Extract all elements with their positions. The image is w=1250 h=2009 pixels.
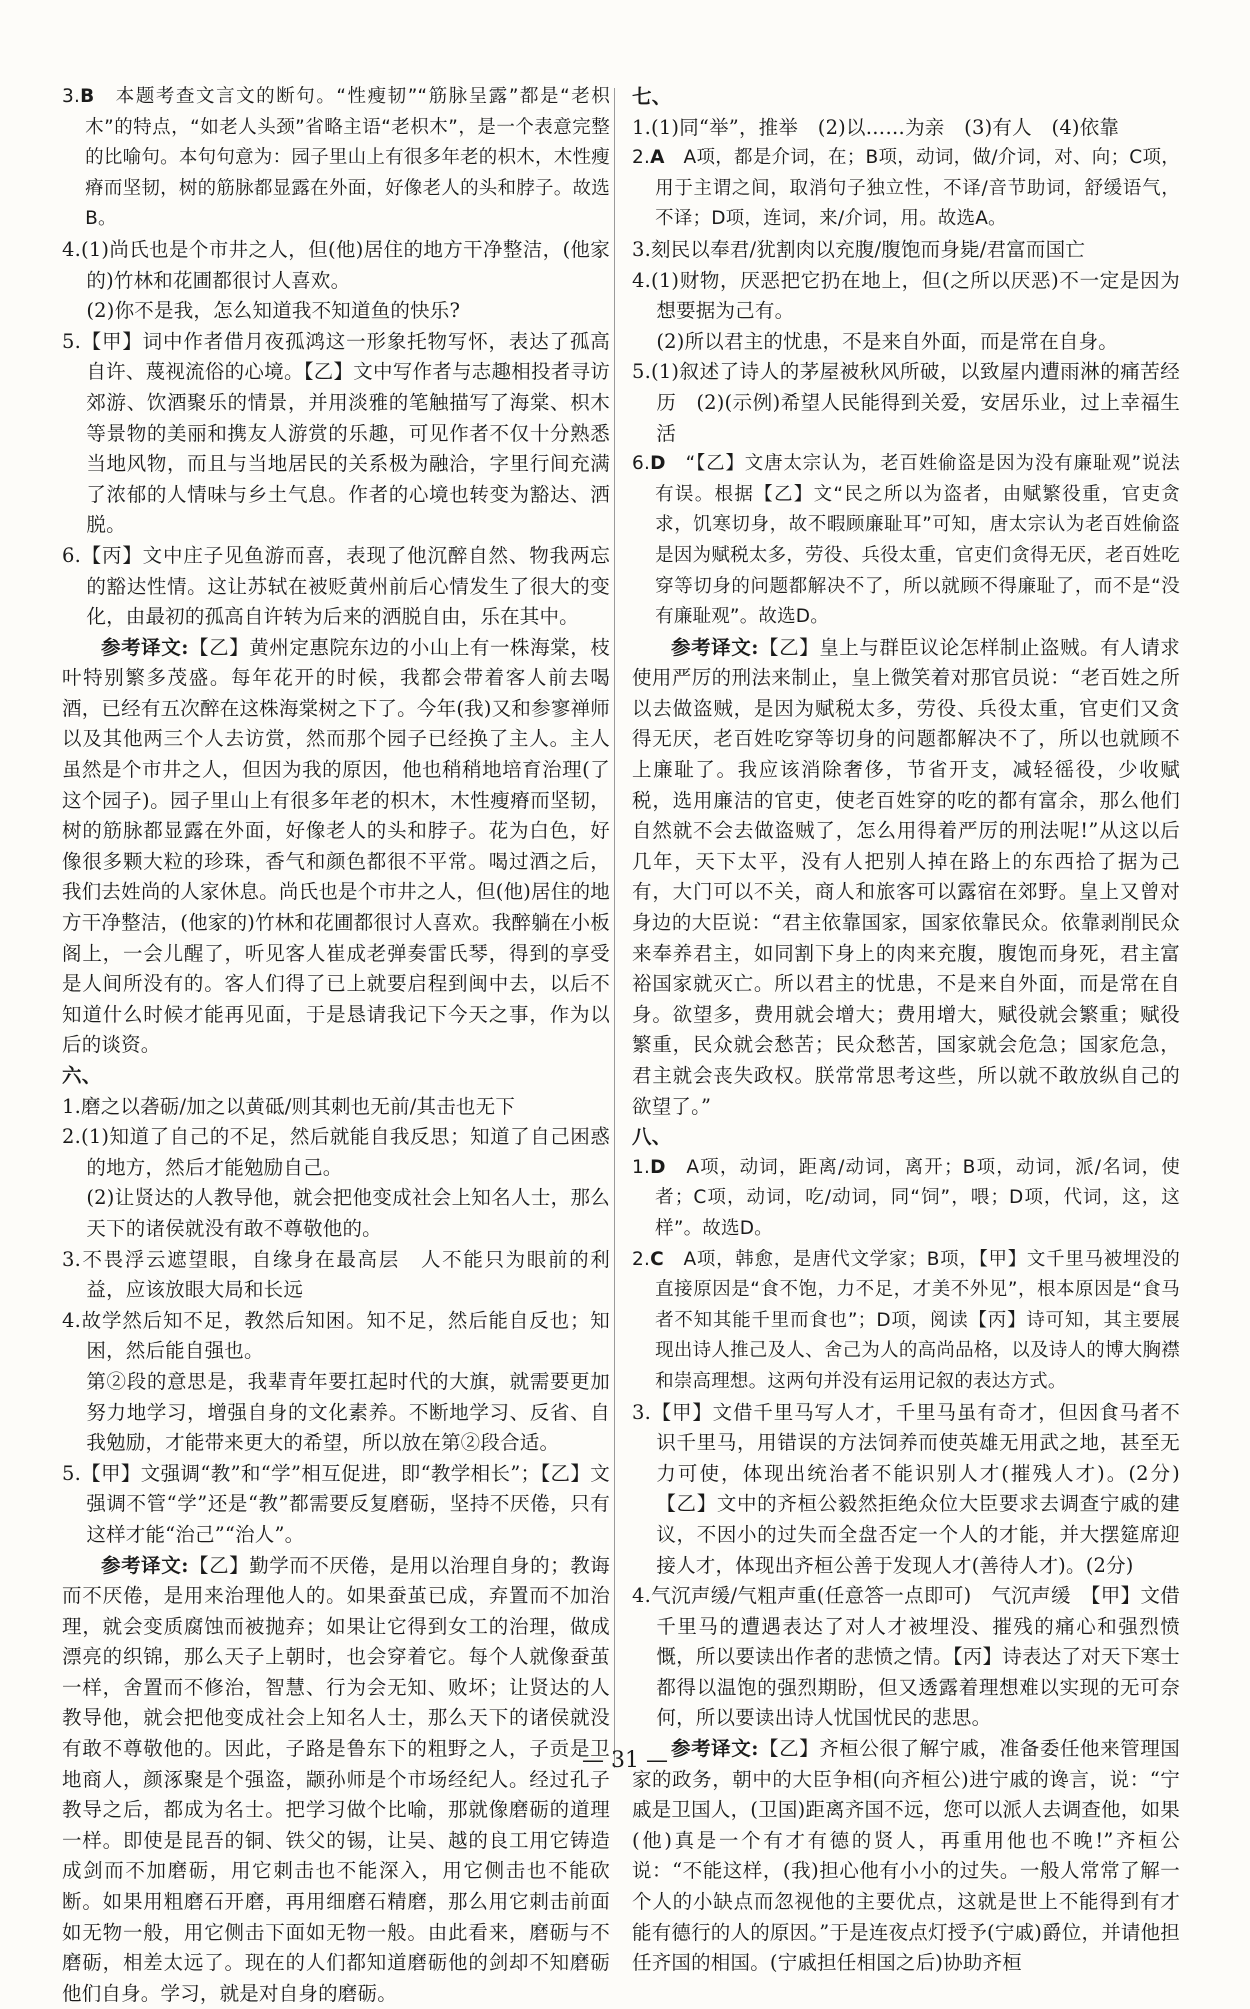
- answer-paragraph: 1.D A项，动词，距离/动词，离开；B项，动词，派/名词，使者；C项，动词，吃/动词，同“饲”，喂；D项，代词，这，这样”。故选D。: [632, 1153, 1180, 1245]
- answer-paragraph: 参考译文:【乙】皇上与群臣议论怎样制止盗贼。有人请求使用严厉的刑法来制止，皇上微笑着对那官员说：“老百姓之所以去做盗贼，是因为赋税太多，劳役、兵役太重，官吏们又贪得无厌，老百姓吃穿等切身的问题都解决不了，所以也就顾不上廉耻了。我应该消除奢侈，节省开支，减轻徭役，少收赋税，选用廉洁的官吏，使老百姓穿的吃的都有富余，那么他们自然就不会去做盗贼了，怎么用得着严厉的刑法呢!”从这以后几年，天下太平，没有人把别人掉在路上的东西拾了据为己有，大门可以不关，商人和旅客可以露宿在郊野。皇上又曾对身边的大臣说：“君主依靠国家，国家依靠民众。依靠剥削民众来奉养君主，如同割下身上的肉来充腹，腹饱而身死，君主富裕国家就灭亡。所以君主的忧患，不是来自外面，而是常在自身。欲望多，费用就会增大；费用增大，赋役就会繁重；赋役繁重，民众就会愁苦；民众愁苦，国家就会危急；国家危急，君主就会丧失政权。朕常常思考这些，所以就不敢放纵自己的欲望了。”: [632, 633, 1180, 1123]
- page-number: — 31 —: [0, 1748, 1250, 1773]
- answer-paragraph: 参考译文:【乙】齐桓公很了解宁戚，准备委任他来管理国家的政务，朝中的大臣争相(向齐桓公)进宁戚的谗言，说：“宁戚是卫国人，(卫国)距离齐国不远，您可以派人去调查他，如果(他)真是一个有才有德的贤人，再重用他也不晚!”齐桓公说：“不能这样，(我)担心他有小小的过失。一般人常常了解一个人的小缺点而忽视他的主要优点，这就是世上不能得到有才能有德行的人的原因。”于是连夜点灯授予(宁戚)爵位，并请他担任齐国的相国。(宁戚担任相国之后)协助齐桓: [632, 1734, 1180, 1979]
- answer-paragraph: 第②段的意思是，我辈青年要扛起时代的大旗，就需要更加努力地学习，增强自身的文化素养。不断地学习、反省、自我勉励，才能带来更大的希望，所以放在第②段合适。: [62, 1367, 610, 1459]
- answer-paragraph: (2)所以君主的忧患，不是来自外面，而是常在自身。: [632, 327, 1180, 358]
- answer-paragraph: 3.B 本题考查文言文的断句。“性瘦韧”“筋脉呈露”都是“老枳木”的特点，“如老人头颈”省略主语“老枳木”，是一个表意完整的比喻句。本句句意为：园子里山上有很多年老的枳木，木性瘦瘠而坚韧，树的筋脉都显露在外面，好像老人的头和脖子。故选B。: [62, 82, 610, 235]
- answer-paragraph: 参考译文:【乙】黄州定惠院东边的小山上有一株海棠，枝叶特别繁多茂盛。每年花开的时候，我都会带着客人前去喝酒，已经有五次醉在这株海棠树之下了。今年(我)又和参寥禅师以及其他两三个人去访赏，然而那个园子已经换了主人。主人虽然是个市井之人，但因为我的原因，他也稍稍地培育治理(了这个园子)。园子里山上有很多年老的枳木，木性瘦瘠而坚韧，树的筋脉都显露在外面，好像老人的头和脖子。花为白色，好像很多颗大粒的珍珠，香气和颜色都很不平常。喝过酒之后，我们去姓尚的人家休息。尚氏也是个市井之人，但(他)居住的地方干净整洁，(他家的)竹林和花圃都很讨人喜欢。我醉躺在小板阁上，一会儿醒了，听见客人崔成老弹奏雷氏琴，得到的享受是人间所没有的。客人们得了已上就要启程到闽中去，以后不知道什么时候才能再见面，于是恳请我记下今天之事，作为以后的谈资。: [62, 633, 610, 1061]
- answer-paragraph: 4.故学然后知不足，教然后知困。知不足，然后能自反也；知困，然后能自强也。: [62, 1306, 610, 1367]
- section-heading: 八、: [632, 1122, 1180, 1153]
- left-column: [62, 82, 610, 2009]
- answer-paragraph: 4.气沉声缓/气粗声重(任意答一点即可) 气沉声缓 【甲】文借千里马的遭遇表达了对人才被埋没、摧残的痛心和强烈愤慨，所以要读出作者的悲愤之情。【丙】诗表达了对天下寒士都得以温饱的强烈期盼，但又透露着理想难以实现的无可奈何，所以要读出诗人忧国忧民的悲思。: [632, 1581, 1180, 1734]
- answer-paragraph: 6.【丙】文中庄子见鱼游而喜，表现了他沉醉自然、物我两忘的豁达性情。这让苏轼在被贬黄州前后心情发生了很大的变化，由最初的孤高自许转为后来的洒脱自由，乐在其中。: [62, 541, 610, 633]
- answer-paragraph: 2.A A项，都是介词，在；B项，动词，做/介词，对、向；C项，用于主谓之间，取消句子独立性，不译/音节助词，舒缓语气，不译；D项，连词，来/介词，用。故选A。: [632, 143, 1180, 235]
- answer-paragraph: 4.(1)尚氏也是个市井之人，但(他)居住的地方干净整洁，(他家的)竹林和花圃都很讨人喜欢。: [62, 235, 610, 296]
- answer-paragraph: (2)你不是我，怎么知道我不知道鱼的快乐?: [62, 296, 610, 327]
- answer-paragraph: 5.【甲】文强调“教”和“学”相互促进，即“教学相长”；【乙】文强调不管“学”还是“教”都需要反复磨砺，坚持不厌倦，只有这样才能“治己”“治人”。: [62, 1459, 610, 1551]
- answer-paragraph: 3.不畏浮云遮望眼，自缘身在最高层 人不能只为眼前的利益，应该放眼大局和长远: [62, 1245, 610, 1306]
- section-heading: 六、: [62, 1061, 610, 1092]
- answer-paragraph: 2.C A项，韩愈，是唐代文学家；B项，【甲】文千里马被埋没的直接原因是“食不饱，力不足，才美不外见”，根本原因是“食马者不知其能千里而食也”；D项，阅读【丙】诗可知，其主要展现出诗人推己及人、舍己为人的高尚品格，以及诗人的博大胸襟和崇高理想。这两句并没有运用记叙的表达方式。: [632, 1245, 1180, 1398]
- answer-paragraph: 参考译文:【乙】勤学而不厌倦，是用以治理自身的；教诲而不厌倦，是用来治理他人的。如果蚕茧已成，弃置而不加治理，就会变质腐蚀而被抛弃；如果让它得到女工的治理，做成漂亮的织锦，那么天子上朝时，也会穿着它。每个人就像蚕茧一样，舍置而不修治，智慧、行为会无知、败坏；让贤达的人教导他，就会把他变成社会上知名人士，那么天下的诸侯就没有敢不尊敬他的。因此，子路是鲁东下的粗野之人，子贡是卫地商人，颜涿聚是个强盗，颛孙师是个市场经纪人。经过孔子教导之后，都成为名士。把学习做个比喻，那就像磨砺的道理一样。即使是昆吾的铜、铁父的锡，让吴、越的良工用它铸造成剑而不加磨砺，用它刺击也不能深入，用它侧击也不能砍断。如果用粗磨石开磨，再用细磨石精磨，那么用它刺击前面如无物一般，用它侧击下面如无物一般。由此看来，磨砺与不磨砺，相差太远了。现在的人们都知道磨砺他的剑却不知磨砺他们自身。学习，就是对自身的磨砺。: [62, 1551, 610, 2009]
- right-column: [632, 82, 1180, 1979]
- answer-paragraph: (2)让贤达的人教导他，就会把他变成社会上知名人士，那么天下的诸侯就没有敢不尊敬他的。: [62, 1183, 610, 1244]
- answer-paragraph: 5.【甲】词中作者借月夜孤鸿这一形象托物写怀，表达了孤高自许、蔑视流俗的心境。【乙】文中写作者与志趣相投者寻访郊游、饮酒聚乐的情景，并用淡雅的笔触描写了海棠、枳木等景物的美丽和携友人游赏的乐趣，可见作者不仅十分熟悉当地风物，而且与当地居民的关系极为融洽，字里行间充满了浓郁的人情味与乡土气息。作者的心境也转变为豁达、洒脱。: [62, 327, 610, 541]
- answer-paragraph: 3.刻民以奉君/犹割肉以充腹/腹饱而身毙/君富而国亡: [632, 235, 1180, 266]
- answer-paragraph: 3.【甲】文借千里马写人才，千里马虽有奇才，但因食马者不识千里马，用错误的方法饲养而使英雄无用武之地，甚至无力可使，体现出统治者不能识别人才(摧残人才)。(2分)【乙】文中的齐桓公毅然拒绝众位大臣要求去调查宁戚的建议，不因小的过失而全盘否定一个人的才能，并大摆筵席迎接人才，体现出齐桓公善于发现人才(善待人才)。(2分): [632, 1398, 1180, 1582]
- answer-paragraph: 5.(1)叙述了诗人的茅屋被秋风所破，以致屋内遭雨淋的痛苦经历 (2)(示例)希望人民能得到关爱，安居乐业，过上幸福生活: [632, 357, 1180, 449]
- answer-paragraph: 1.磨之以砻砺/加之以黄砥/则其刺也无前/其击也无下: [62, 1092, 610, 1123]
- answer-paragraph: 2.(1)知道了自己的不足，然后就能自我反思；知道了自己困惑的地方，然后才能勉励自己。: [62, 1122, 610, 1183]
- answer-paragraph: 1.(1)同“举”，推举 (2)以……为亲 (3)有人 (4)依靠: [632, 113, 1180, 144]
- section-heading: 七、: [632, 82, 1180, 113]
- column-divider: [614, 88, 615, 1768]
- answer-paragraph: 6.D “【乙】文唐太宗认为，老百姓偷盗是因为没有廉耻观”说法有误。根据【乙】文“民之所以为盗者，由赋繁役重，官吏贪求，饥寒切身，故不暇顾廉耻耳”可知，唐太宗认为老百姓偷盗是因为赋税太多，劳役、兵役太重，官吏们贪得无厌，老百姓吃穿等切身的问题都解决不了，所以就顾不得廉耻了，而不是“没有廉耻观”。故选D。: [632, 449, 1180, 633]
- answer-paragraph: 4.(1)财物，厌恶把它扔在地上，但(之所以厌恶)不一定是因为想要据为己有。: [632, 266, 1180, 327]
